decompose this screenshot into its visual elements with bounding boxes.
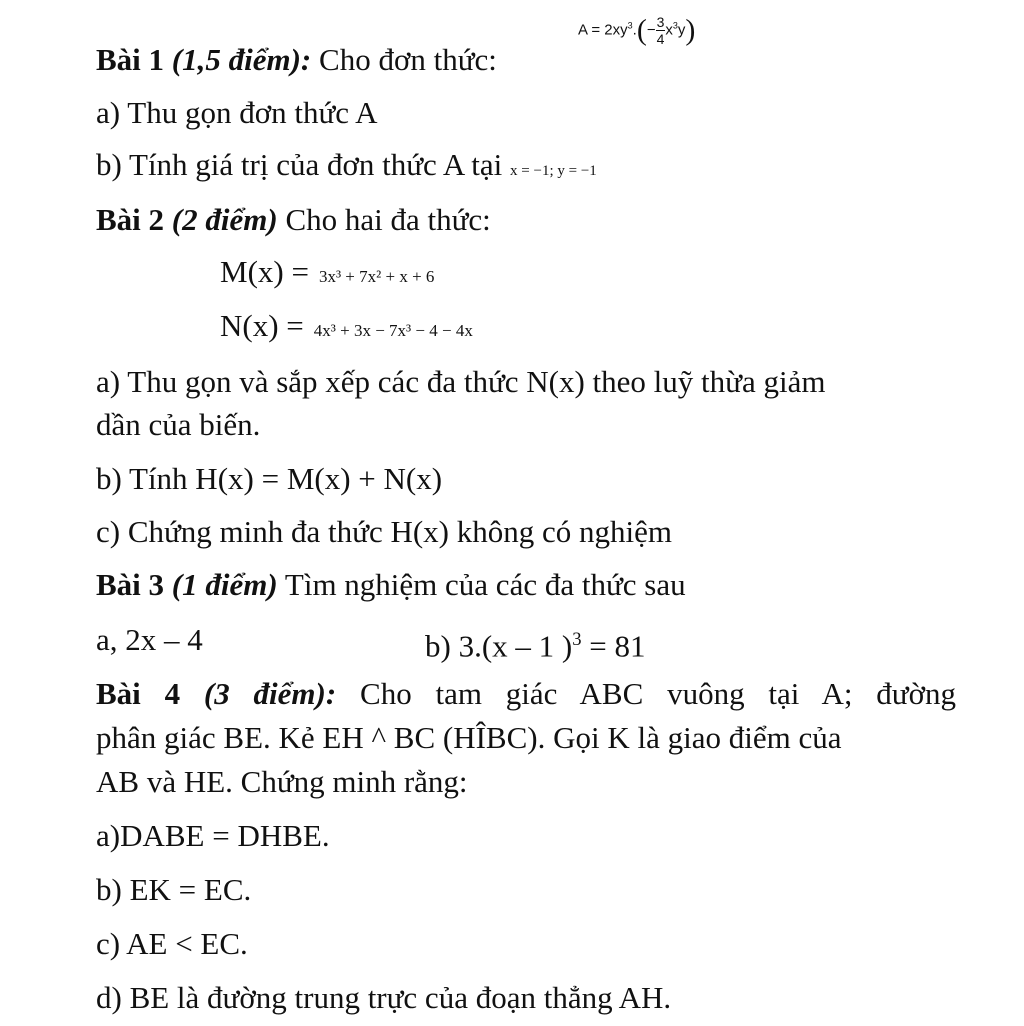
bai2-part-c: c) Chứng minh đa thức H(x) không có nghiệm — [96, 514, 672, 549]
bai3-part-b: b) 3.(x – 1 )$^3$ = 81 — [425, 628, 646, 664]
bai1-points: (1,5 điểm): — [171, 42, 312, 77]
bai1-part-b: b) Tính giá trị của đơn thức A tại x = −1; y = −1 — [96, 147, 597, 182]
bai1-title-line — [96, 42, 497, 78]
bai2-part-b: b) Tính H(x) = M(x) + N(x) — [96, 461, 443, 496]
bai1-part-a: a) Thu gọn đơn thức A — [96, 95, 378, 130]
bai4-part-c: c) AE < EC. — [96, 926, 248, 961]
bai2-heading: Bài 2 — [96, 202, 165, 237]
bai4-points: (3 điểm): — [203, 676, 337, 711]
bai3-title-line — [96, 567, 686, 603]
polynomial-M: M(x) = 3x³ + 7x² + x + 6 — [220, 254, 435, 289]
bai4-line2: phân giác BE. Kẻ EH ^ BC (HÎBC). Gọi K là giao điểm của — [96, 720, 842, 755]
bai4-part-b: b) EK = EC. — [96, 872, 252, 907]
bai2-part-a-line2: dần của biến. — [96, 407, 261, 442]
bai2-intro: Cho hai đa thức: — [285, 202, 491, 237]
bai2-points: (2 điểm) — [171, 202, 278, 237]
bai2-part-a-line1: a) Thu gọn và sắp xếp các đa thức N(x) theo luỹ thừa giảm — [96, 364, 826, 399]
bai3-intro: Tìm nghiệm của các đa thức sau — [284, 567, 686, 602]
bai4-title-line — [96, 676, 956, 712]
bai4-heading: Bài 4 — [96, 676, 181, 711]
bai4-line1: Cho tam giác ABC vuông tại A; đường — [360, 676, 956, 711]
bai4-part-a: a)DABE = DHBE. — [96, 818, 330, 853]
bai1-heading: Bài 1 — [96, 42, 165, 77]
polynomial-N: N(x) = 4x³ + 3x − 7x³ − 4 − 4x — [220, 308, 473, 343]
monomial-A-formula: $A = 2xy^3.(-$ $\frac{3}{4}$ $x^3y$) — [578, 13, 696, 47]
bai1-intro: Cho đơn thức: — [319, 42, 497, 77]
bai3-points: (1 điểm) — [171, 567, 278, 602]
bai4-line3: AB và HE. Chứng minh rằng: — [96, 764, 468, 799]
bai3-heading: Bài 3 — [96, 567, 165, 602]
fraction-3-4: $\frac{3}{4}$ — [656, 14, 665, 47]
bai4-part-d: d) BE là đường trung trực của đoạn thẳng AH. — [96, 980, 672, 1015]
bai2-title-line — [96, 202, 491, 238]
bai1-values: x = −1; y = −1 — [510, 163, 597, 179]
bai3-part-a: a, 2x – 4 — [96, 622, 203, 657]
